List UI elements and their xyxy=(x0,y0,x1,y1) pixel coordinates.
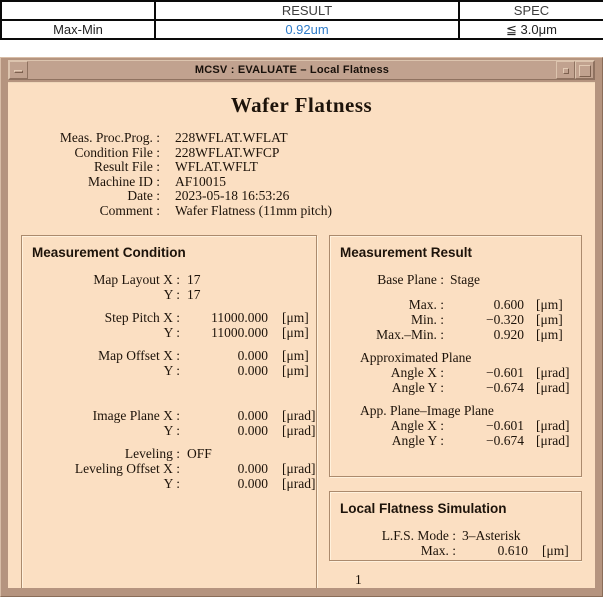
row-value: −0.320 xyxy=(486,311,524,327)
row-unit: [μrad] xyxy=(282,407,316,423)
row-unit: [μrad] xyxy=(282,422,316,438)
local-flatness-simulation-panel xyxy=(329,491,582,561)
row-label: Y : xyxy=(163,475,180,491)
row-value: 0.610 xyxy=(497,542,528,558)
row-label: Angle X : xyxy=(390,417,444,433)
result-row-min xyxy=(338,312,573,327)
summary-header-empty xyxy=(1,1,155,20)
meta-value: WFLAT.WFLT xyxy=(175,159,258,175)
minimize-button[interactable] xyxy=(556,61,575,79)
summary-header-result: RESULT xyxy=(155,1,459,20)
row-label: L.F.S. Mode : xyxy=(381,527,456,543)
app-image-plane-heading: App. Plane–Image Plane xyxy=(360,402,494,418)
meta-value: 2023-05-18 16:53:26 xyxy=(175,188,290,204)
cond-row-image-plane-y xyxy=(30,422,316,438)
lfs-row-max xyxy=(338,543,573,558)
summary-row-label: Max-Min xyxy=(1,20,155,39)
row-value: OFF xyxy=(187,445,212,461)
row-value: 0.000 xyxy=(237,475,268,491)
cond-row-step-pitch-x xyxy=(30,310,308,325)
meta-label: Result File : xyxy=(93,159,160,175)
summary-spec-value: ≦ 3.0μm xyxy=(459,20,603,39)
metadata-block xyxy=(8,131,595,219)
cond-row-image-plane-x xyxy=(30,407,316,423)
row-value: 3–Asterisk xyxy=(462,527,521,543)
row-label: Min. : xyxy=(410,311,444,327)
cond-row-step-pitch-y xyxy=(30,325,308,340)
row-value: 17 xyxy=(187,271,201,287)
row-value: 11000.000 xyxy=(211,324,268,340)
row-label: Leveling : xyxy=(124,445,180,461)
row-label: Base Plane : xyxy=(377,271,444,287)
maximize-square-icon xyxy=(579,65,591,77)
row-label: Max. : xyxy=(408,296,444,312)
row-unit: [μm] xyxy=(282,324,309,340)
window-menu-button[interactable] xyxy=(9,61,28,79)
meta-value: Wafer Flatness (11mm pitch) xyxy=(175,202,332,218)
row-value: 0.600 xyxy=(493,296,524,312)
measurement-result-panel xyxy=(329,235,582,477)
row-value: 17 xyxy=(187,286,201,302)
meta-row-result-file xyxy=(8,160,595,175)
panels-row xyxy=(21,235,582,588)
cond-row-map-offset-y xyxy=(30,363,308,378)
result-row-base-plane xyxy=(338,272,573,287)
meta-label: Comment : xyxy=(99,202,160,218)
row-value: 0.000 xyxy=(237,362,268,378)
summary-result-value: 0.92um xyxy=(155,20,459,39)
summary-data-row xyxy=(1,20,603,39)
row-label: Y : xyxy=(163,286,180,302)
cond-row-leveling-offset-y xyxy=(30,475,316,491)
row-unit: [μm] xyxy=(282,309,309,325)
window-content xyxy=(8,82,595,588)
measurement-condition-title: Measurement Condition xyxy=(32,244,186,260)
row-label: Angle Y : xyxy=(391,432,444,448)
approx-row-angle-y xyxy=(338,380,573,395)
measurement-condition-panel xyxy=(21,235,317,588)
row-value: 0.000 xyxy=(237,347,268,363)
approximated-plane-heading: Approximated Plane xyxy=(360,349,472,365)
meta-label: Meas. Proc.Prog. : xyxy=(59,130,160,145)
result-row-max xyxy=(338,297,573,312)
row-label: Max.–Min. : xyxy=(376,326,444,342)
row-unit xyxy=(268,287,308,302)
row-value: −0.674 xyxy=(486,432,524,448)
summary-table xyxy=(0,0,603,40)
approx-row-angle-x xyxy=(338,365,573,380)
row-value: 0.000 xyxy=(237,422,268,438)
meta-row-proc-prog xyxy=(8,131,595,146)
row-unit: [μm] xyxy=(536,326,563,342)
cond-row-leveling-offset-x xyxy=(30,460,316,476)
row-label: Angle Y : xyxy=(391,379,444,395)
meta-value: AF10015 xyxy=(175,173,227,189)
row-value: −0.674 xyxy=(486,379,524,395)
row-unit: [μrad] xyxy=(536,364,570,380)
row-value: 0.000 xyxy=(237,460,268,476)
right-column xyxy=(329,235,582,588)
cond-row-map-layout-y xyxy=(30,287,308,302)
row-unit xyxy=(528,528,573,543)
meta-label: Date : xyxy=(127,188,160,204)
row-unit xyxy=(268,446,308,461)
row-unit: [μrad] xyxy=(282,475,316,491)
row-value: 0.000 xyxy=(237,407,268,423)
row-label: Y : xyxy=(163,362,180,378)
row-value: −0.601 xyxy=(486,364,524,380)
meta-row-comment xyxy=(8,204,595,219)
row-label: Y : xyxy=(163,422,180,438)
row-value: Stage xyxy=(450,271,480,287)
row-label: Y : xyxy=(163,324,180,340)
meta-label: Condition File : xyxy=(74,144,160,160)
row-label: Max. : xyxy=(420,542,456,558)
row-label: Map Layout X : xyxy=(93,271,180,287)
row-unit: [μrad] xyxy=(536,417,570,433)
cond-row-leveling xyxy=(30,446,308,461)
summary-header-spec: SPEC xyxy=(459,1,603,20)
app-image-row-angle-y xyxy=(338,433,573,448)
app-image-row-angle-x xyxy=(338,418,573,433)
meta-row-date xyxy=(8,189,595,204)
meta-row-condition-file xyxy=(8,146,595,161)
window-menu-dash-icon xyxy=(14,70,23,73)
row-unit: [μrad] xyxy=(282,460,316,476)
row-value: −0.601 xyxy=(486,417,524,433)
local-flatness-simulation-title: Local Flatness Simulation xyxy=(340,500,507,516)
page-number: 1 xyxy=(355,572,362,587)
row-unit: [μm] xyxy=(542,542,569,558)
row-label: Angle X : xyxy=(390,364,444,380)
row-unit: [μm] xyxy=(282,362,309,378)
row-unit: [μrad] xyxy=(536,379,570,395)
report-heading: Wafer Flatness xyxy=(230,93,373,117)
row-unit: [μm] xyxy=(536,311,563,327)
maximize-button[interactable] xyxy=(575,61,594,79)
window-titlebar[interactable] xyxy=(8,60,595,80)
meta-value: 228WFLAT.WFCP xyxy=(175,144,280,160)
row-unit: [μrad] xyxy=(536,432,570,448)
mcsv-evaluate-window xyxy=(0,57,603,597)
row-value: 11000.000 xyxy=(211,309,268,325)
row-unit xyxy=(268,272,308,287)
summary-header-row xyxy=(1,1,603,20)
row-value: 0.920 xyxy=(493,326,524,342)
row-unit: [μm] xyxy=(536,296,563,312)
meta-row-machine-id xyxy=(8,175,595,190)
minimize-square-icon xyxy=(563,68,569,74)
row-unit xyxy=(524,272,573,287)
row-label: Step Pitch X : xyxy=(104,309,180,325)
measurement-result-title: Measurement Result xyxy=(340,244,473,260)
window-title: MCSV : EVALUATE – Local Flatness xyxy=(194,64,390,76)
row-label: Image Plane X : xyxy=(92,407,180,423)
row-unit: [μm] xyxy=(282,347,309,363)
row-label: Leveling Offset X : xyxy=(74,460,180,476)
result-row-max-min xyxy=(338,327,573,342)
cond-row-map-offset-x xyxy=(30,348,308,363)
meta-label: Machine ID : xyxy=(88,173,160,189)
cond-row-map-layout-x xyxy=(30,272,308,287)
meta-value: 228WFLAT.WFLAT xyxy=(175,130,288,145)
lfs-row-mode xyxy=(338,528,573,543)
row-label: Map Offset X : xyxy=(98,347,180,363)
